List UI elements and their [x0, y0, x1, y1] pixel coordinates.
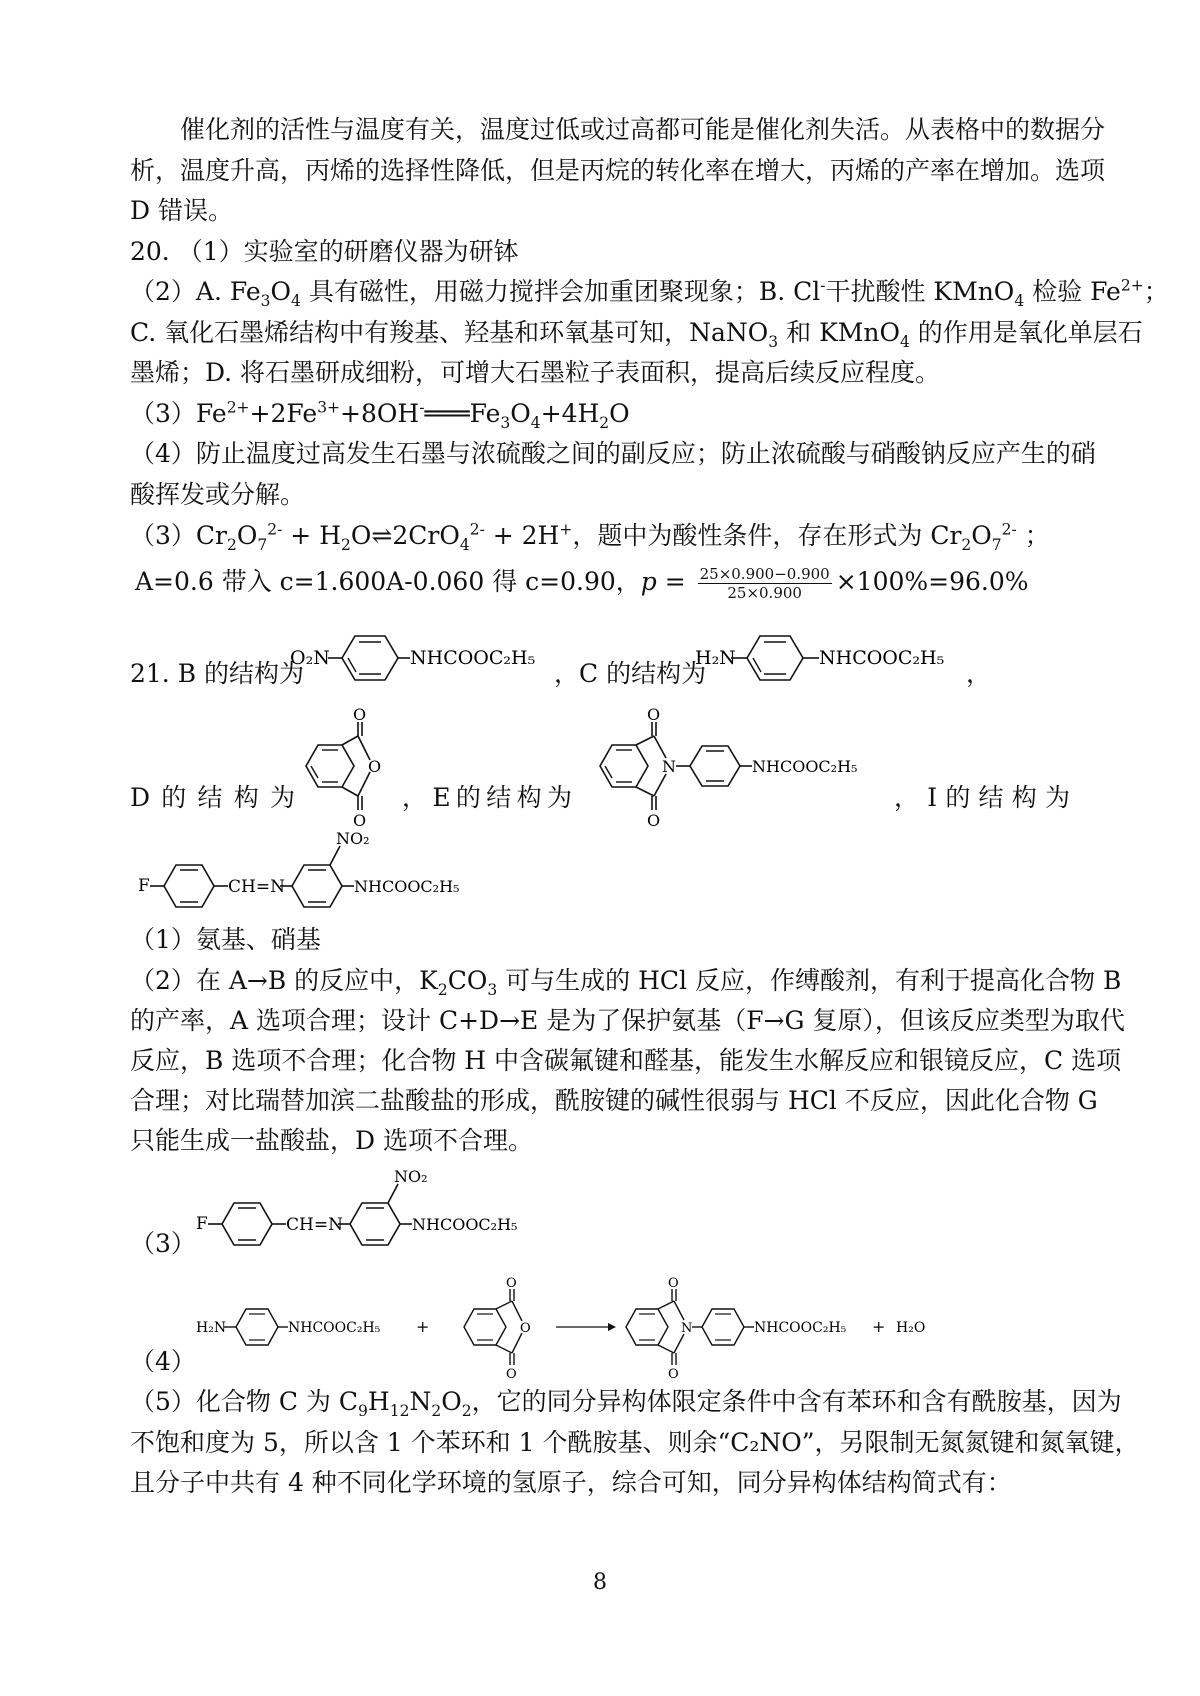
text-line: 的产率，A 选项合理；设计 C+D→E 是为了保护氨基（F→G 复原），但该反应类型为取代	[130, 1006, 1125, 1035]
no2-label: NO₂	[336, 829, 370, 848]
text-line: 不饱和度为 5，所以含 1 个苯环和 1 个酰胺基、则余“C₂NO”，另限制无氮氮键和氮氧键，	[130, 1428, 1140, 1457]
q21-c-label: ，C 的结构为	[554, 659, 707, 688]
h2o-label: H₂O	[896, 1320, 926, 1336]
text-line: 墨烯；D. 将石墨研成细粉，可增大石墨粒子表面积，提高后续反应程度。	[130, 358, 941, 387]
q21-answer-4-label: （4）	[130, 1347, 196, 1376]
punctuation: ，	[966, 659, 992, 688]
o-label: O	[353, 708, 367, 724]
q21-d-label: D 的 结 构 为	[130, 783, 295, 812]
o2n-label: O₂N	[290, 647, 330, 669]
q20-answer-2: （2）A. $Fe_3O_4$ 具有磁性，用磁力搅拌会加重团聚现象；B. Cl-干扰酸性 KMnO$_4$ 检验 $Fe^{2+}$；	[130, 276, 1169, 310]
text-line: 催化剂的活性与温度有关，温度过低或过高都可能是催化剂失活。从表格中的数据分	[180, 115, 1106, 144]
h2n-label: H₂N	[695, 647, 736, 669]
q20-answer-3: $(3)Fe^{2+}+2Fe^{3+}+8OH^-═══Fe_3O_4+4H_2O$	[130, 398, 630, 432]
q21-answer-2: （2）在 A→B 的反应中，$K_2CO_3$ 可与生成的 HCl 反应，作缚酸剂，有利于提高化合物 B	[130, 966, 1122, 999]
n-label: N	[681, 1321, 693, 1336]
answer-4-reaction	[196, 1268, 956, 1392]
ch-eq-n-label: CH=N	[228, 877, 285, 897]
text-line: 且分子中共有 4 种不同化学环境的氢原子，综合可知，同分异构体结构简式有：	[130, 1468, 1012, 1497]
q20-answer-1: 20. （1）实验室的研磨仪器为研钵	[130, 237, 519, 266]
answer-3-structure	[188, 1160, 568, 1264]
structure-i	[130, 822, 510, 926]
plus-sign: +	[872, 1317, 886, 1336]
nhcooc2h5-label: NHCOOC₂H₅	[410, 647, 536, 669]
text-line: C. 氧化石墨烯结构中有羧基、羟基和环氧基可知，NaNO$_3$ 和 KMnO$_4$ 的作用是氧化单层石	[130, 318, 1143, 351]
text-line: 酸挥发或分解。	[130, 480, 306, 509]
fraction: $\frac{25\times 0.900-0.900}{25\times 0.900}$	[699, 565, 830, 602]
text-line: 合理；对比瑞替加滨二盐酸盐的形成，酰胺键的碱性很弱与 HCl 不反应，因此化合物 G	[130, 1086, 1098, 1115]
page-number: 8	[593, 1570, 607, 1595]
o-label: O	[353, 811, 367, 828]
text-line: 反应，B 选项不合理；化合物 H 中含碳氟键和醛基，能发生水解反应和银镜反应，C 选项	[130, 1046, 1122, 1075]
nhcooc2h5-label: NHCOOC₂H₅	[752, 757, 858, 776]
o-label: O	[647, 708, 661, 724]
q20-answer-5: $(3)Cr_2O_7^{2-}$ + $H_2O\rightleftharpoons 2CrO_4^{2-} + 2H^+$，题中为酸性条件，存在形式为 $Cr_2O_7^{2-}$ ；	[130, 520, 1050, 554]
structure-c	[695, 628, 965, 692]
q21-i-label: ， I 的 结 构 为	[894, 783, 1070, 812]
f-label: F	[138, 876, 150, 896]
q20-answer-4: （4）防止温度过高发生石墨与浓硫酸之间的副反应；防止浓硫酸与硝酸钠反应产生的硝	[130, 439, 1096, 468]
nhcooc2h5-label: NHCOOC₂H₅	[819, 647, 945, 669]
text-line: 析，温度升高，丙烯的选择性降低，但是丙烷的转化率在增大，丙烯的产率在增加。选项	[130, 156, 1106, 185]
q20-purity-calc: A=0.6 带入 c=1.600A-0.060 得 c=0.90，p = $\frac{25\times 0.900-0.900}{25\times 0.900}$ ×100%=96.0%	[135, 565, 1029, 602]
q21-answer-1: （1）氨基、硝基	[130, 925, 321, 954]
q21-answer-3-label: （3）	[130, 1229, 196, 1258]
no2-label: NO₂	[394, 1167, 428, 1186]
o-label: O	[506, 1367, 517, 1382]
o-label: O	[668, 1367, 679, 1382]
o-label: O	[647, 811, 661, 828]
o-label: O	[668, 1276, 679, 1291]
h2n-label: H₂N	[196, 1320, 227, 1336]
o-label: O	[506, 1276, 517, 1291]
ch-eq-n-label: CH=N	[286, 1215, 343, 1235]
nhcooc2h5-label: NHCOOC₂H₅	[354, 877, 460, 896]
n-label: N	[662, 757, 676, 776]
q21-answer-5: （5）化合物 C 为 $C_9H_{12}N_2O_2$，它的同分异构体限定条件中含有苯环和含有酰胺基，因为	[130, 1387, 1122, 1420]
q21-e-label: ， E 的 结 构 为	[402, 783, 572, 812]
text-line: 只能生成一盐酸盐，D 选项不合理。	[130, 1126, 533, 1155]
structure-d-phthalic-anhydride	[296, 708, 396, 832]
f-label: F	[196, 1214, 208, 1234]
plus-sign: +	[416, 1317, 430, 1336]
nhcooc2h5-label: NHCOOC₂H₅	[754, 1320, 847, 1336]
nhcooc2h5-label: NHCOOC₂H₅	[412, 1215, 518, 1234]
structure-e	[592, 708, 912, 832]
text-line: D 错误。	[130, 196, 233, 225]
q21-b-label: 21. B 的结构为	[130, 659, 305, 688]
o-label: O	[368, 757, 382, 776]
o-label: O	[520, 1321, 531, 1336]
structure-b	[290, 628, 550, 692]
nhcooc2h5-label: NHCOOC₂H₅	[288, 1320, 381, 1336]
